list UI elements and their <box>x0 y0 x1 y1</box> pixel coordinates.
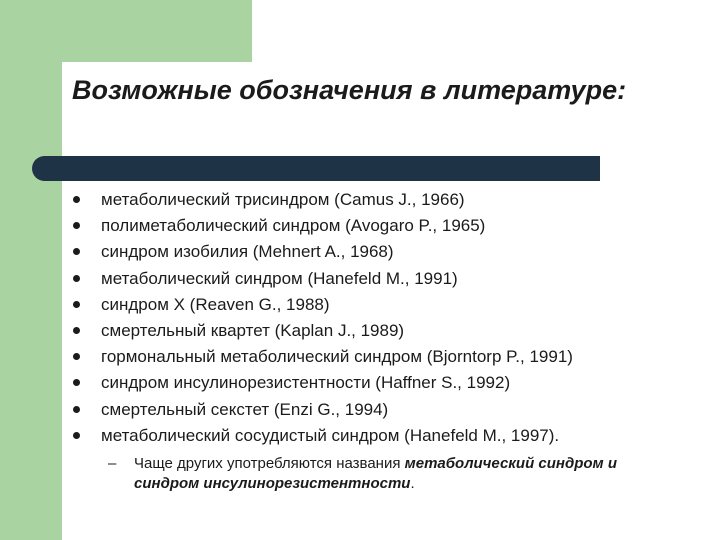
bullet-dot-icon <box>73 275 80 282</box>
bullet-dot-icon <box>73 406 80 413</box>
bullet-dot-icon <box>73 248 80 255</box>
list-item <box>73 423 573 449</box>
bullet-dot-icon <box>73 379 80 386</box>
list-item-text: метаболический синдром (Hanefeld M., 1991) <box>101 268 458 288</box>
sub-bullet-plain-text: Чаще других употребляются названия <box>134 455 405 472</box>
bullet-dot-icon <box>73 353 80 360</box>
list-item <box>73 292 573 318</box>
bullet-dot-icon <box>73 222 80 229</box>
list-item <box>73 370 573 396</box>
sub-bullet-emphasis-text: метаболический синдром и синдром инсулинорезистентности <box>134 455 617 492</box>
list-item-text: синдром X (Reaven G., 1988) <box>101 294 330 314</box>
list-item <box>73 187 573 213</box>
decorative-green-strip-left <box>0 0 62 540</box>
list-item-text: метаболический трисиндром (Camus J., 1966) <box>101 190 465 209</box>
list-item-text: метаболический сосудистый синдром (Hanefeld M., 1997). <box>101 425 560 445</box>
list-item-text: синдром инсулинорезистентности (Haffner S., 1992) <box>101 373 511 393</box>
sub-bullet-text <box>134 454 644 494</box>
title-underline-bar <box>32 156 600 181</box>
list-item-text: синдром изобилия (Mehnert A., 1968) <box>101 242 394 262</box>
list-item <box>73 344 573 370</box>
bullet-dot-icon <box>73 196 80 203</box>
list-item <box>73 397 573 423</box>
list-item-text: гормональный метаболический синдром (Bjorntorp P., 1991) <box>101 347 573 367</box>
list-item-text: смертельный секстет (Enzi G., 1994) <box>101 399 389 419</box>
slide-title: Возможные обозначения в литературе: <box>72 75 627 105</box>
list-item <box>73 266 573 292</box>
list-item <box>73 318 573 344</box>
dash-bullet-icon: – <box>108 455 117 472</box>
list-item <box>73 213 573 239</box>
bullet-dot-icon <box>73 432 80 439</box>
bullet-dot-icon <box>73 327 80 334</box>
bullet-dot-icon <box>73 301 80 308</box>
list-item <box>73 239 573 265</box>
sub-bullet-end-text: . <box>410 475 415 492</box>
bullet-list <box>73 187 573 449</box>
list-item-text: полиметаболический синдром (Avogaro P., 1965) <box>101 216 486 236</box>
list-item-text: смертельный квартет (Kaplan J., 1989) <box>101 320 405 340</box>
